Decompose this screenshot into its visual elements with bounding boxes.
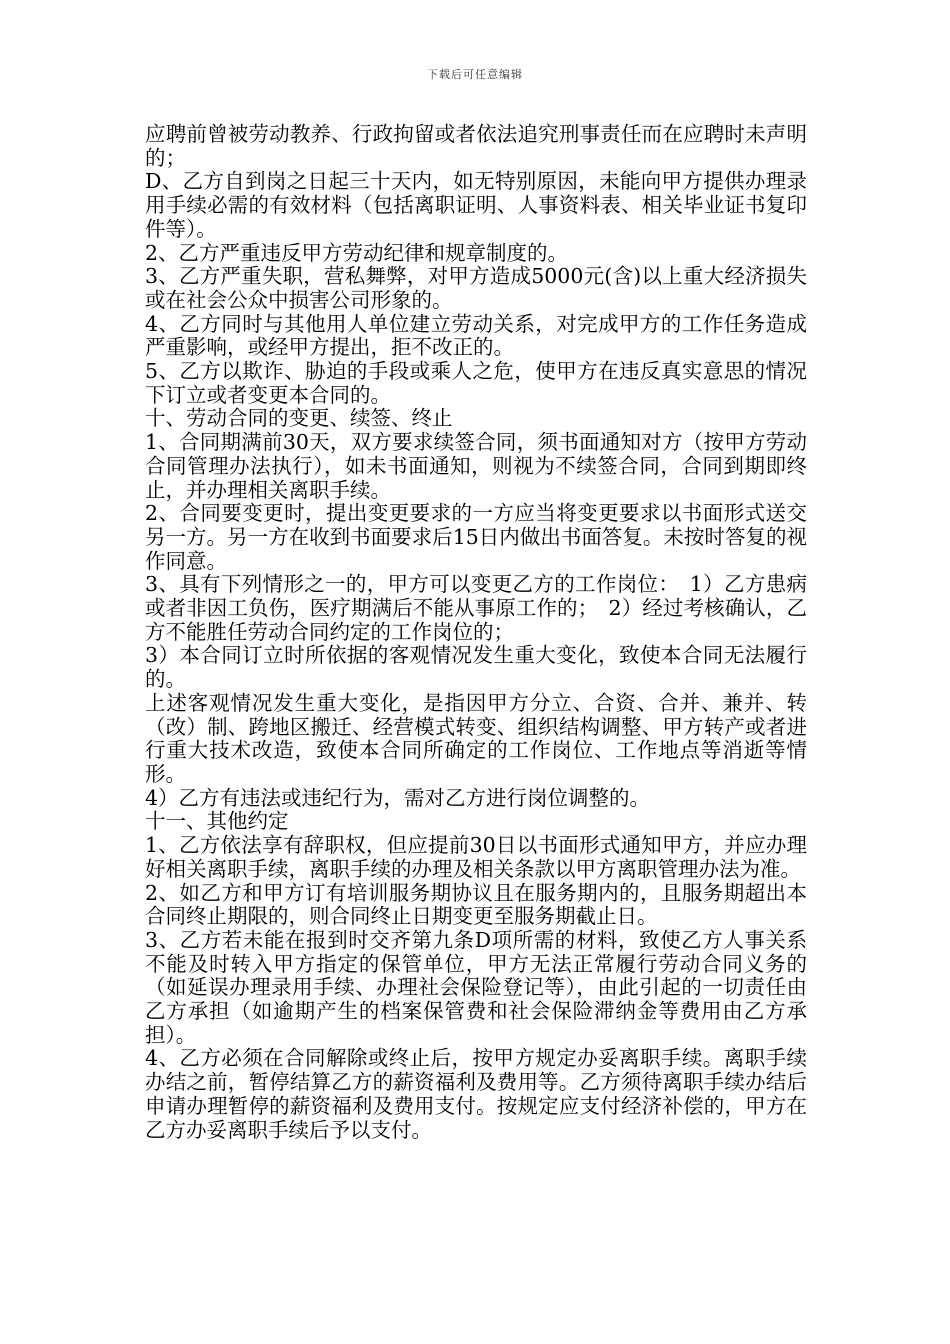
paragraph: 3）本合同订立时所依据的客观情况发生重大变化，致使本合同无法履行的。 bbox=[145, 643, 807, 692]
paragraph: 4、乙方必须在合同解除或终止后，按甲方规定办妥离职手续。离职手续办结之前，暂停结算乙方的薪资福利及费用等。乙方须待离职手续办结后申请办理暂停的薪资福利及费用支付。按规定应支付经济补偿的，甲方在乙方办妥离职手续后予以支付。 bbox=[145, 1046, 807, 1142]
paragraph: 2、如乙方和甲方订有培训服务期协议且在服务期内的，且服务期超出本合同终止期限的，则合同终止日期变更至服务期截止日。 bbox=[145, 880, 807, 929]
paragraph: 3、乙方若未能在报到时交齐第九条D项所需的材料，致使乙方人事关系不能及时转入甲方指定的保管单位，甲方无法正常履行劳动合同义务的（如延误办理录用手续、办理社会保险登记等），由此引起的一切责任由乙方承担（如逾期产生的档案保管费和社会保险滞纳金等费用由乙方承担）。 bbox=[145, 927, 807, 1047]
paragraph: 3、具有下列情形之一的，甲方可以变更乙方的工作岗位： 1）乙方患病或者非因工负伤，医疗期满后不能从事原工作的； 2）经过考核确认，乙方不能胜任劳动合同约定的工作岗位的； bbox=[145, 572, 807, 644]
paragraph: 4）乙方有违法或违纪行为，需对乙方进行岗位调整的。 bbox=[145, 785, 651, 810]
paragraph: 2、合同要变更时，提出变更要求的一方应当将变更要求以书面形式送交另一方。另一方在收到书面要求后15日内做出书面答复。未按时答复的视作同意。 bbox=[145, 501, 807, 573]
paragraph: 1、乙方依法享有辞职权，但应提前30日以书面形式通知甲方，并应办理好相关离职手续，离职手续的办理及相关条款以甲方离职管理办法为准。 bbox=[145, 833, 807, 881]
document-body bbox=[145, 123, 807, 1142]
section-heading: 十一、其他约定 bbox=[145, 809, 289, 834]
paragraph: 2、乙方严重违反甲方劳动纪律和规章制度的。 bbox=[145, 240, 569, 265]
paragraph: D、乙方自到岗之日起三十天内，如无特别原因，未能向甲方提供办理录用手续必需的有效材料（包括离职证明、人事资料表、相关毕业证书复印件等）。 bbox=[145, 169, 807, 241]
section-heading: 十、劳动合同的变更、续签、终止 bbox=[145, 406, 453, 431]
paragraph: 上述客观情况发生重大变化，是指因甲方分立、合资、合并、兼并、转（改）制、跨地区搬迁、经营模式转变、组织结构调整、甲方转产或者进行重大技术改造，致使本合同所确定的工作岗位、工作地点等消逝等情形。 bbox=[145, 690, 807, 786]
paragraph: 应聘前曾被劳动教养、行政拘留或者依法追究刑事责任而在应聘时未声明的； bbox=[145, 122, 807, 170]
paragraph: 3、乙方严重失职，营私舞弊，对甲方造成5000元(含)以上重大经济损失或在社会公众中损害公司形象的。 bbox=[145, 264, 807, 312]
paragraph: 1、合同期满前30天，双方要求续签合同，须书面通知对方（按甲方劳动合同管理办法执行），如未书面通知，则视为不续签合同，合同到期即终止，并办理相关离职手续。 bbox=[145, 430, 807, 502]
page-header-note: 下载后可任意编辑 bbox=[427, 68, 523, 81]
paragraph: 4、乙方同时与其他用人单位建立劳动关系，对完成甲方的工作任务造成严重影响，或经甲方提出，拒不改正的。 bbox=[145, 311, 807, 360]
paragraph: 5、乙方以欺诈、胁迫的手段或乘人之危，使甲方在违反真实意思的情况下订立或者变更本合同的。 bbox=[145, 359, 807, 407]
